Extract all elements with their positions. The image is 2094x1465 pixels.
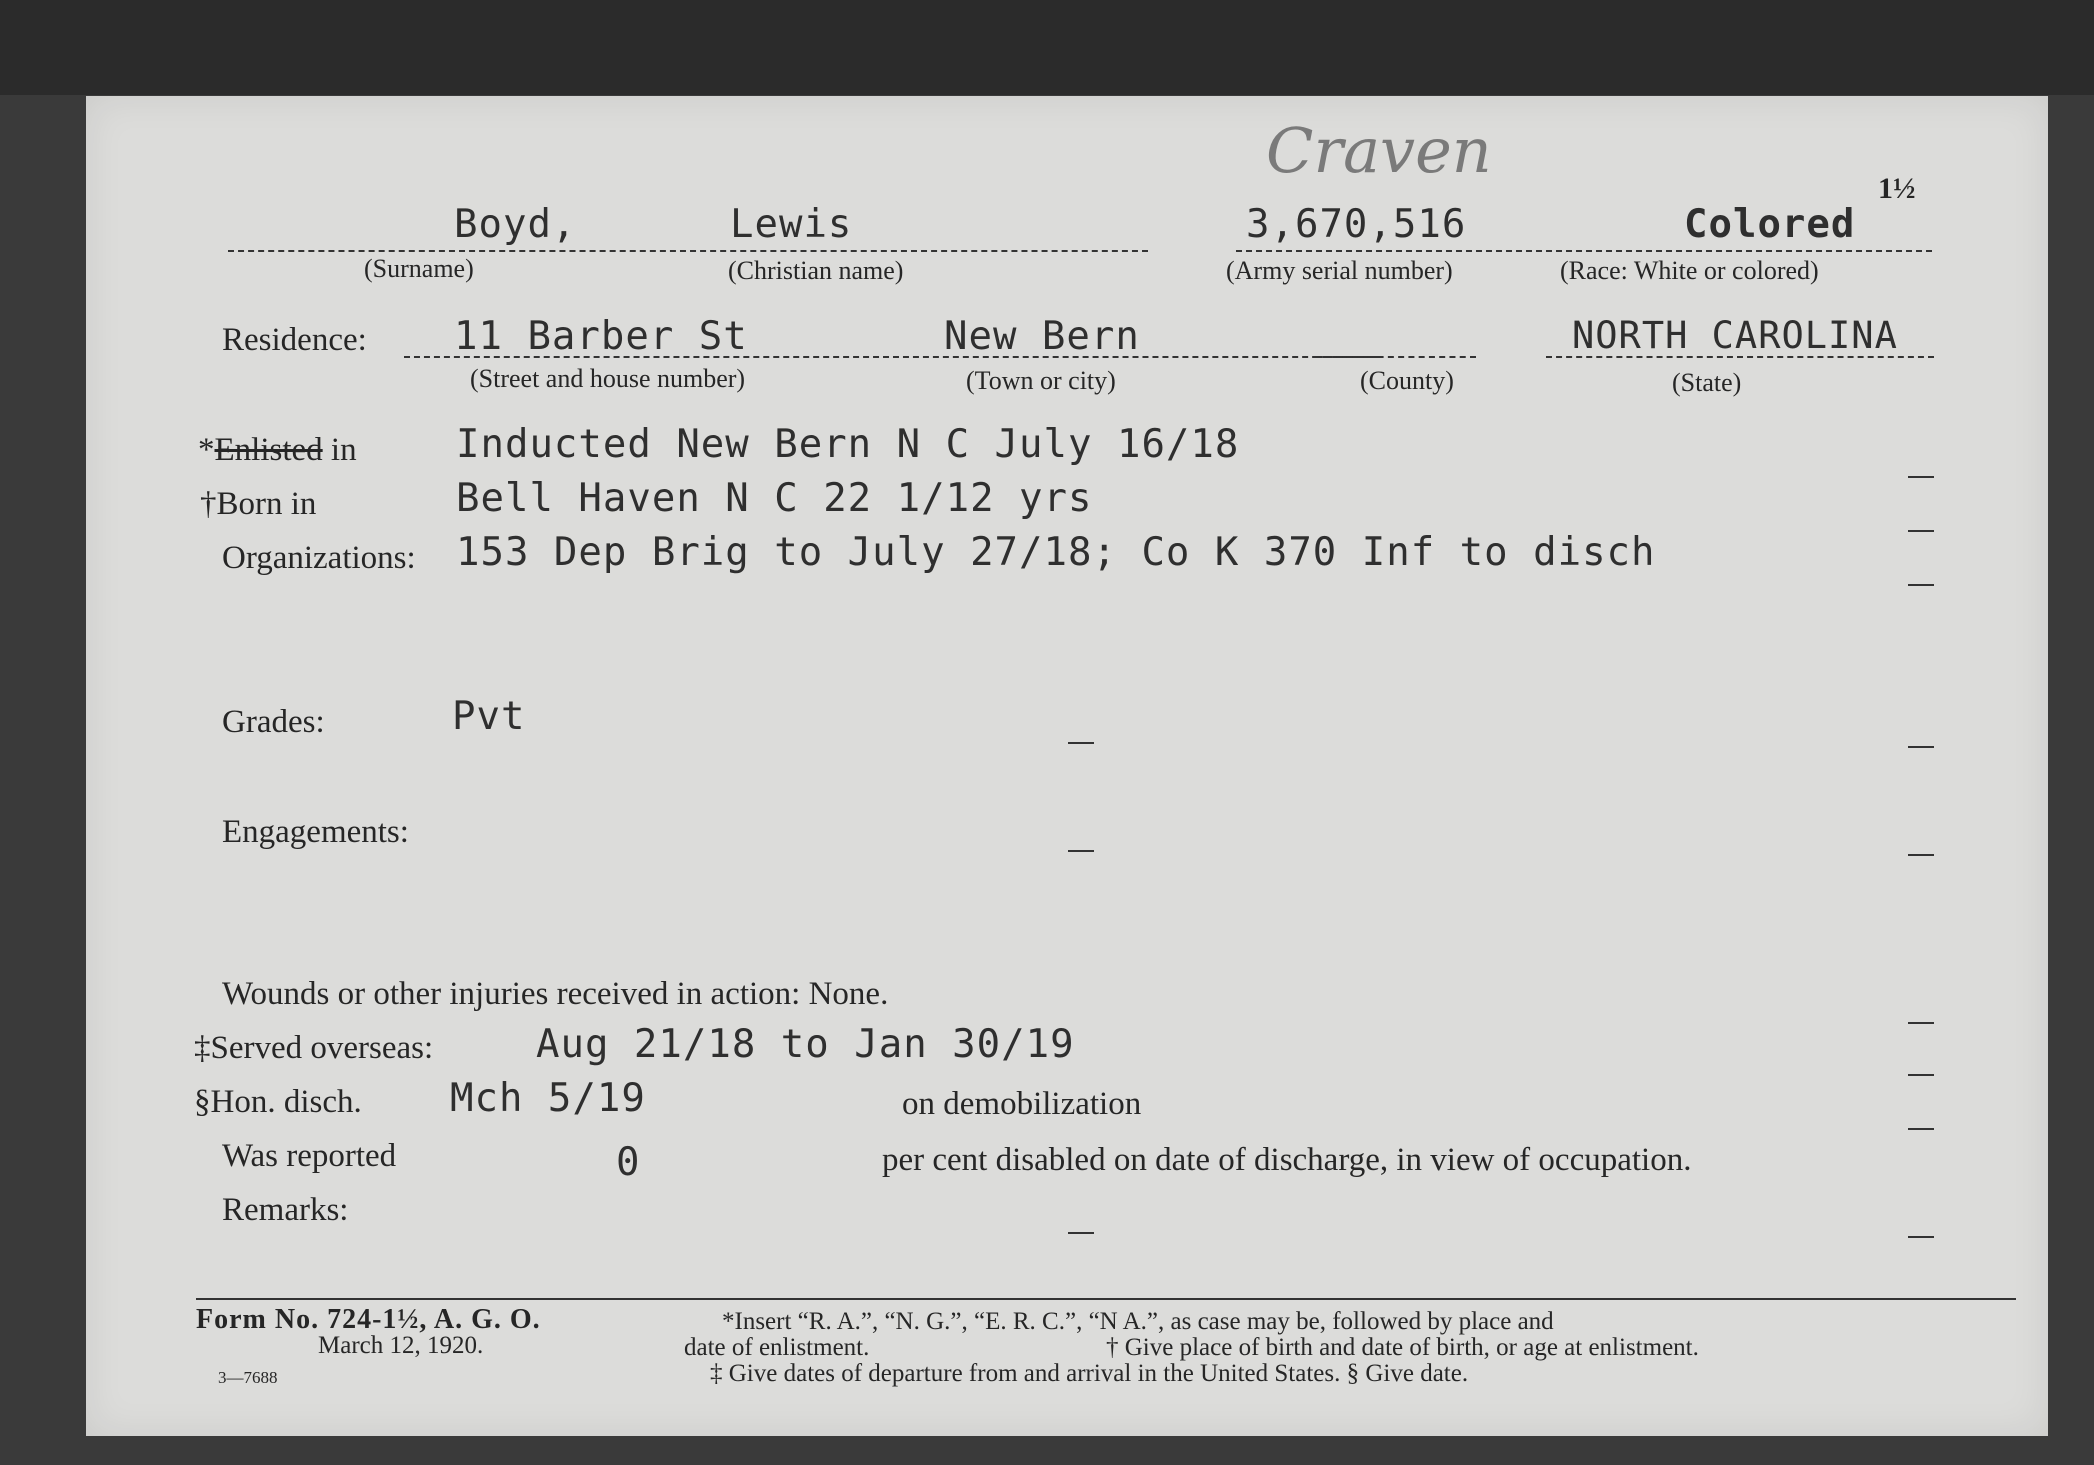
born-label <box>200 486 316 523</box>
town-caption: (Town or city) <box>966 366 1116 395</box>
christian-name-caption: (Christian name) <box>728 256 904 285</box>
overseas-value: Aug 21/18 to Jan 30/19 <box>536 1022 1075 1067</box>
overseas-label-text: Served overseas: <box>210 1030 434 1066</box>
margin-dash <box>1908 530 1934 532</box>
organizations-label: Organizations: <box>222 540 416 576</box>
race-value: Colored <box>1684 202 1856 247</box>
margin-dash <box>1908 1128 1934 1130</box>
middle-dash <box>1068 742 1094 744</box>
grades-value: Pvt <box>452 694 526 739</box>
serial-caption: (Army serial number) <box>1226 256 1453 285</box>
state-value: NORTH CAROLINA <box>1572 314 1898 357</box>
residence-label: Residence: <box>222 322 367 358</box>
middle-dash <box>1068 850 1094 852</box>
christian-name-value: Lewis <box>730 202 853 247</box>
enlisted-struck-word: Enlisted <box>214 432 323 468</box>
reported-value: 0 <box>616 1140 641 1185</box>
margin-dash <box>1908 746 1934 748</box>
street-caption: (Street and house number) <box>470 364 746 393</box>
enlisted-label <box>198 432 357 469</box>
name-line-right <box>1236 250 1932 252</box>
discharge-label <box>194 1084 362 1121</box>
footnote-line-2b: † Give place of birth and date of birth, or age at enlistment. <box>1106 1334 1699 1361</box>
born-footnote-mark: † <box>200 486 217 522</box>
serial-number-value: 3,670,516 <box>1246 202 1467 247</box>
discharge-value: Mch 5/19 <box>450 1076 646 1121</box>
county-handwritten-note: Craven <box>1266 114 1492 187</box>
surname-caption: (Surname) <box>364 254 474 283</box>
overseas-footnote-mark: ‡ <box>194 1030 211 1066</box>
footer-divider <box>196 1298 2016 1300</box>
county-caption: (County) <box>1360 366 1454 395</box>
residence-line-left <box>404 356 1378 358</box>
form-date: March 12, 1920. <box>318 1332 484 1359</box>
discharge-footnote-mark: § <box>194 1084 211 1120</box>
middle-dash <box>1068 1232 1094 1234</box>
organizations-value: 153 Dep Brig to July 27/18; Co K 370 Inf to disch <box>456 530 1656 575</box>
discharge-note: on demobilization <box>902 1086 1142 1122</box>
footnote-line-3: ‡ Give dates of departure from and arrival in the United States. § Give date. <box>710 1360 1469 1387</box>
scanner-background <box>0 0 2094 95</box>
overseas-label <box>194 1030 433 1067</box>
footnote-line-2a: date of enlistment. <box>684 1334 870 1361</box>
engagements-label: Engagements: <box>222 814 409 850</box>
born-value: Bell Haven N C 22 1/12 yrs <box>456 476 1093 521</box>
grades-label: Grades: <box>222 704 325 740</box>
margin-dash <box>1908 476 1934 478</box>
residence-line-state <box>1546 356 1934 358</box>
born-label-text: Born in <box>216 486 317 522</box>
race-caption: (Race: White or colored) <box>1560 256 1819 285</box>
enlisted-in-word: in <box>322 432 357 468</box>
street-value: 11 Barber St <box>454 314 748 359</box>
wounds-value: None. <box>808 976 889 1012</box>
margin-dash <box>1908 854 1934 856</box>
margin-dash <box>1908 1074 1934 1076</box>
surname-value: Boyd, <box>454 202 577 247</box>
town-value: New Bern <box>944 314 1140 359</box>
margin-dash <box>1908 1022 1934 1024</box>
state-caption: (State) <box>1672 368 1742 397</box>
enlisted-value: Inducted New Bern N C July 16/18 <box>456 422 1240 467</box>
enlisted-footnote-mark: * <box>198 432 215 468</box>
wounds-label-text: Wounds or other injuries received in action: <box>222 976 801 1012</box>
form-number: Form No. 724-1½, A. G. O. <box>196 1304 541 1335</box>
reported-label: Was reported <box>222 1138 397 1174</box>
wounds-label <box>222 976 888 1013</box>
margin-dash <box>1908 1236 1934 1238</box>
margin-dash <box>1908 584 1934 586</box>
reported-note: per cent disabled on date of discharge, in view of occupation. <box>882 1142 1692 1178</box>
footnote-line-1: *Insert “R. A.”, “N. G.”, “E. R. C.”, “N A.”, as case may be, followed by place and <box>722 1308 1554 1335</box>
form-fraction: 1½ <box>1878 172 1916 205</box>
discharge-label-text: Hon. disch. <box>210 1084 362 1120</box>
service-record-card <box>86 96 2048 1436</box>
residence-line-county <box>1316 356 1476 358</box>
print-code: 3—7688 <box>218 1368 278 1387</box>
remarks-label: Remarks: <box>222 1192 349 1228</box>
name-line-left <box>228 250 1148 252</box>
